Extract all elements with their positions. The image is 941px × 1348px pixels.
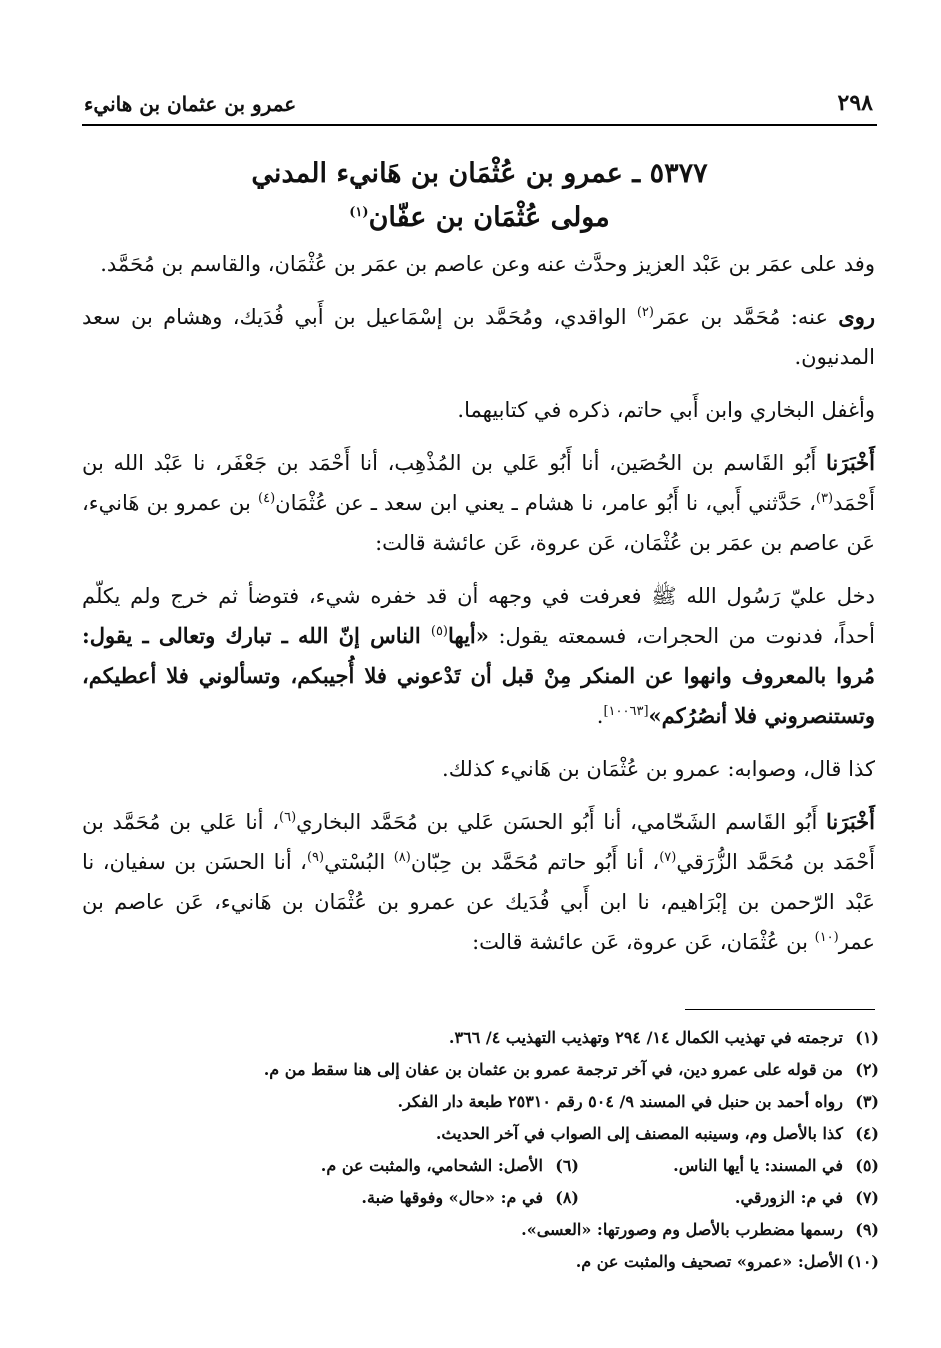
entry-title-line2-text: مولى عُثْمَان بن عفّان — [368, 202, 610, 233]
footnote-item — [82, 1118, 879, 1150]
footnote-marker: (٣) — [815, 491, 834, 506]
footnote-item — [82, 1022, 879, 1054]
footnote-number: (١٠) — [846, 1252, 879, 1271]
paragraph — [82, 443, 875, 563]
footnote-item — [82, 1246, 879, 1278]
footnote-number: (٥) — [855, 1156, 879, 1175]
paragraph-text: ، أنا أَبُو حاتم مُحَمَّد بن حِبّان — [410, 850, 660, 874]
paragraph-text: بن عُثْمَان، عَن عروة، عَن عائشة قالت: — [472, 930, 815, 954]
entry-title-line1: ٥٣٧٧ ـ عمرو بن عُثْمَان بن هَانيء المدني — [251, 158, 708, 189]
footnote-pair — [82, 1182, 879, 1214]
paragraph-text: أَبُو القَاسم بن الحُصَين، أنا أَبُو عَلي بن المُذْهِب، أنا أَحْمَد بن جَعْفَر، نا عَبْد الله بن أَحْمَد — [82, 451, 876, 515]
footnote-marker: (١) — [349, 205, 369, 220]
footnote-number: (٨) — [555, 1188, 579, 1207]
footnote-text: من قوله على عمرو دين، في آخر ترجمة عمرو بن عثمان بن عفان إلى هنا سقط من م. — [263, 1060, 843, 1079]
page-number: ٢٩٨ — [837, 90, 873, 116]
page-header — [82, 86, 875, 126]
footnote-marker: (٥) — [430, 624, 448, 639]
footnote-marker: (٧) — [659, 850, 677, 865]
running-title: عمرو بن عثمان بن هانيء — [84, 92, 297, 116]
footnote-marker: (٨) — [393, 850, 411, 865]
footnote-text: كذا بالأصل وم، وسينبه المصنف إلى الصواب في آخر الحديث. — [435, 1124, 843, 1143]
paragraph — [82, 297, 875, 377]
paragraph: وأغفل البخاري وابن أَبي حاتم، ذكره في كتابيهما. — [457, 398, 875, 422]
footnote-item — [82, 1214, 879, 1246]
main-text — [82, 244, 875, 975]
footnote-number: (٧) — [855, 1188, 879, 1207]
footnote-item — [579, 1150, 879, 1182]
footnote-text: رسمها مضطرب بالأصل وم وصورتها: «العسى». — [521, 1220, 843, 1239]
lead-word: أَخْبَرَنا — [826, 450, 875, 475]
paragraph-text: عنه: مُحَمَّد بن عمَر — [653, 305, 839, 329]
footnote-number: (٩) — [855, 1220, 879, 1239]
footnote-item — [82, 1086, 879, 1118]
lead-word: روى — [838, 304, 875, 329]
footnote-item — [579, 1182, 879, 1214]
paragraph-text: ، أنا عَلي بن مُحَمَّد بن أَحْمَد بن مُحَمَّد الزُّرَقي — [82, 810, 876, 874]
footnote-marker: (١٠) — [814, 930, 839, 945]
footnote-marker: (٦) — [279, 810, 297, 825]
footnote-marker: (٢) — [636, 305, 654, 320]
lead-word: أَخْبَرَنا — [826, 809, 875, 834]
hadith-quote: «أيها — [448, 623, 489, 648]
paragraph: دخل عليّ رَسُول الله ﷺ فعرفت في وجهه أن قد خفره شيء، فتوضأ ثم خرج ولم يكلّم أحداً، فدنوت من الحجرات، فسمعته يقول: «أيها$^{(٥)}$ الناس إنّ الله ـ تبارك وتعالى ـ يقول: مُروا بالمعروف وانهوا عن المنكر مِنْ قبل أن تَدْعوني فلا أُجيبكم، وتسألوني فلا أعطيكم، وتستنصروني فلا أنصُرُكم»[١٠٠٦٣]. — [82, 584, 875, 728]
paragraph-text: بن عمرو بن هَانيء، عَن عاصم بن عمَر بن عُثْمَان، عَن عروة، عَن عائشة قالت: — [82, 491, 875, 555]
footnote-marker: (٩) — [306, 850, 325, 865]
footnote-number: (٣) — [855, 1092, 879, 1111]
hadith-reference: [١٠٠٦٣] — [603, 704, 649, 719]
entry-title — [82, 152, 877, 240]
footnote-number: (٦) — [555, 1156, 579, 1175]
footnote-text: الأصل: «عمرو» تصحيف والمثبت عن م. — [575, 1252, 843, 1271]
footnote-marker: (٤) — [258, 491, 276, 506]
entry-title-line2 — [82, 196, 877, 240]
header-rule — [82, 124, 877, 126]
paragraph-text: الواقدي، ومُحَمَّد بن إسْمَاعيل بن أَبي فُدَيك، وهشام بن سعد المدنيون. — [82, 305, 875, 369]
paragraph-text: ، حَدَّثني أَبي، نا أَبُو عامر، نا هشام ـ يعني ابن سعد ـ عن عُثْمَان — [275, 491, 816, 515]
paragraph-text: دخل عليّ رَسُول الله ﷺ فعرفت في وجهه أن قد خفره شيء، فتوضأ ثم خرج ولم يكلّم أحداً، فدنوت من الحجرات، فسمعته يقول: — [82, 584, 875, 648]
footnote-text: في المسند: يا أيها الناس. — [673, 1156, 843, 1175]
footnote-rule — [685, 1009, 875, 1010]
footnote-text: في م: «حال» وفوقها ضبة. — [361, 1188, 543, 1207]
footnote-item — [361, 1182, 579, 1214]
footnotes — [82, 1022, 879, 1278]
footnote-text: في م: الزورقي. — [734, 1188, 843, 1207]
paragraph-text: ، أنا الحسَن بن سفيان، نا عَبْد الرّحمن بن إبْرَاهيم، نا ابن أَبي فُدَيك عن عمرو بن عُثْمَان بن هَانيء، عَن عاصم بن عمر — [82, 850, 875, 954]
footnote-number: (١) — [855, 1028, 879, 1047]
footnote-text: ترجمته في تهذيب الكمال ١٤/ ٢٩٤ وتهذيب التهذيب ٤/ ٣٦٦. — [448, 1028, 843, 1047]
footnote-text: رواه أحمد بن حنبل في المسند ٩/ ٥٠٤ رقم ٢٥٣١٠ طبعة دار الفكر. — [397, 1092, 843, 1111]
footnote-number: (٤) — [855, 1124, 879, 1143]
footnote-number: (٢) — [855, 1060, 879, 1079]
footnote-pair — [82, 1150, 879, 1182]
paragraph: وفد على عمَر بن عَبْد العزيز وحدَّث عنه وعن عاصم بن عمَر بن عُثْمَان، والقاسم بن مُحَمَّد. — [100, 252, 875, 276]
footnote-item — [82, 1054, 879, 1086]
footnote-item — [321, 1150, 579, 1182]
paragraph: كذا قال، وصوابه: عمرو بن عُثْمَان بن هَانيء كذلك. — [442, 757, 875, 781]
paragraph-text: أَبُو القَاسم الشَحّامي، أنا أَبُو الحسَن عَلي بن مُحَمَّد البخاري — [296, 810, 827, 834]
paragraph-text: البُسْتي — [324, 850, 394, 874]
hadith-quote: الناس إنّ الله ـ تبارك وتعالى ـ يقول: مُروا بالمعروف وانهوا عن المنكر مِنْ قبل أن تَدْعوني فلا أُجيبكم، وتسألوني فلا أعطيكم، وتستنصروني فلا أنصُرُكم» — [82, 623, 875, 728]
paragraph — [82, 802, 875, 962]
footnote-text: الأصل: الشحامي، والمثبت عن م. — [320, 1156, 543, 1175]
